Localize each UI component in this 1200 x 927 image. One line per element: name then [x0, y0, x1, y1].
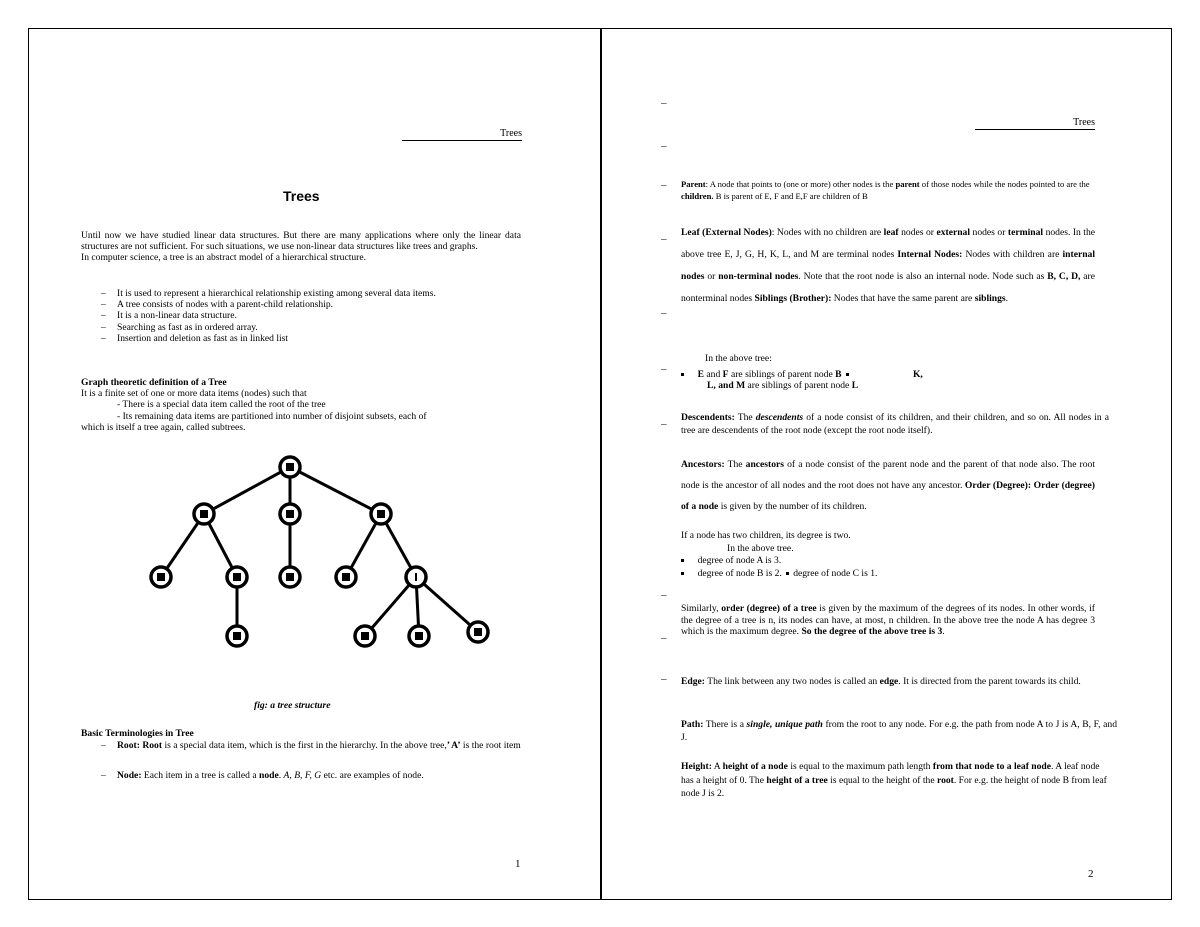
degree-section: [681, 530, 1101, 580]
list-item: – Node: Each item in a tree is called a node. A, B, F, G etc. are examples of node.: [101, 770, 424, 782]
list-item: degree of node A is 3.: [681, 555, 1101, 568]
page-2-number: 2: [1088, 868, 1094, 880]
parent-paragraph: Parent: A node that points to (one or more) other nodes is the parent of those nodes while the nodes pointed to are the children. B is parent of E, F and E,F are children of B: [681, 179, 1090, 201]
list-dash: –: [661, 97, 667, 109]
graph-item-2-cont: which is itself a tree again, called subtrees.: [81, 421, 246, 433]
tree-edge: [204, 467, 290, 514]
tree-node: [151, 567, 171, 587]
intro-text-2: In computer science, a tree is an abstract model of a hierarchical structure.: [81, 252, 367, 264]
list-item: – It is used to represent a hierarchical relationship existing among several data items.: [101, 288, 436, 299]
graph-def-text: It is a finite set of one or more data items (nodes) such that: [81, 388, 307, 400]
list-item: – Searching as fast as in ordered array.: [101, 321, 258, 333]
page-2-running-header: Trees: [975, 117, 1095, 130]
descendents-paragraph: Descendents: The descendents of a node consist of its children, and their children, and so on. All nodes in a tree are descendents of the root node (except the root node itself).: [681, 412, 1109, 436]
list-dash: –: [661, 233, 667, 245]
tree-figure: [140, 450, 500, 660]
tree-node: [355, 626, 375, 646]
list-item: – Root: Root is a special data item, which is the first in the hierarchy. In the above tree,’ A’ is the root item: [101, 740, 521, 752]
list-item: – A tree consists of nodes with a parent-child relationship.: [101, 299, 334, 311]
list-dash: –: [661, 418, 667, 430]
ancestors-paragraph: Ancestors: The ancestors of a node consist of the parent node and the parent of that node also. The root node is the ancestor of all nodes and the root does not have any ancestor. Order (Degree): Order (degree) of a node is given by the number of its children.: [681, 459, 1095, 512]
list-item: – Insertion and deletion as fast as in linked list: [101, 332, 289, 344]
tree-node: [371, 504, 391, 524]
list-dash: –: [661, 363, 667, 375]
tree-node: [280, 567, 300, 587]
page-1-title: Trees: [283, 188, 320, 204]
leaf-paragraph: Leaf (External Nodes): Nodes with no children are leaf nodes or external nodes or terminal nodes. In the above tree E, J, G, H, K, L, and M are terminal nodes Internal Nodes: Nodes with children are internal nodes or non-terminal nodes. Note that the root node is also an internal node. Node such as B, C, D, are nonterminal nodes Siblings (Brother): Nodes that have the same parent are siblings.: [681, 227, 1096, 304]
graph-heading: Graph theoretic definition of a Tree: [81, 377, 227, 388]
intro-bullet-list: [81, 288, 521, 344]
tree-node: [409, 626, 429, 646]
tree-node: [280, 457, 300, 477]
list-dash: –: [661, 307, 667, 319]
figure-caption: fig: a tree structure: [254, 700, 331, 711]
graph-definition-section: [81, 377, 521, 433]
tree-node: [468, 622, 488, 642]
tree-edge: [290, 467, 381, 514]
intro-text: Until now we have studied linear data structures. But there are many applications where only the linear data structures are not sufficient. For such situations, we use non-linear data structures like trees and graphs.: [81, 230, 521, 253]
page-divider: [600, 28, 602, 900]
in-above-tree-2: In the above tree.: [727, 542, 794, 554]
tree-node: [280, 504, 300, 524]
list-dash: –: [661, 140, 667, 152]
list-item: degree of node B is 2. degree of node C is 1.: [681, 568, 1101, 581]
tree-node: [227, 626, 247, 646]
basic-terminologies-section: [81, 728, 581, 781]
tree-node: [336, 567, 356, 587]
list-item: – It is a non-linear data structure.: [101, 310, 237, 322]
list-dash: –: [661, 632, 667, 644]
list-dash: –: [661, 673, 667, 685]
edge-paragraph: Edge: The link between any two nodes is called an edge. It is directed from the parent towards its child.: [681, 676, 1081, 687]
graph-item-1: - There is a special data item called the root of the tree: [117, 399, 326, 411]
similarly-paragraph: Similarly, order (degree) of a tree is given by the maximum of the degrees of its nodes. In other words, if the degree of a tree is n, its nodes can have, at most, n children. In the above tree the node A has degree 3 which is the maximum degree. So the degree of the above tree is 3.: [681, 603, 1095, 637]
in-above-tree: In the above tree:: [705, 353, 772, 364]
basic-heading: Basic Terminologies in Tree: [81, 728, 194, 739]
list-dash: –: [661, 589, 667, 601]
height-paragraph: Height: A height of a node is equal to the maximum path length from that node to a leaf node. A leaf node has a height of 0. The height of a tree is equal to the height of the root. For e.g. the height of node B from leaf node J is 2.: [681, 761, 1107, 799]
tree-node: [194, 504, 214, 524]
page-1-running-header: Trees: [402, 128, 522, 141]
path-paragraph: Path: There is a single, unique path from the root to any node. For e.g. the path from node A to J is A, B, F, and J.: [681, 719, 1117, 743]
page-1-number: 1: [515, 858, 521, 870]
list-item: L, and M are siblings of parent node L: [707, 380, 859, 392]
intro-paragraph: [81, 230, 521, 264]
tree-node: [406, 567, 426, 587]
two-children-text: If a node has two children, its degree is two.: [681, 530, 851, 541]
list-dash: –: [661, 179, 667, 191]
tree-node: [227, 567, 247, 587]
tree-edge: [416, 577, 478, 632]
list-item: E and F are siblings of parent node B K,: [681, 369, 1081, 380]
graph-item-2: - Its remaining data items are partitioned into number of disjoint subsets, each of: [117, 410, 427, 422]
siblings-list: [681, 369, 1081, 391]
